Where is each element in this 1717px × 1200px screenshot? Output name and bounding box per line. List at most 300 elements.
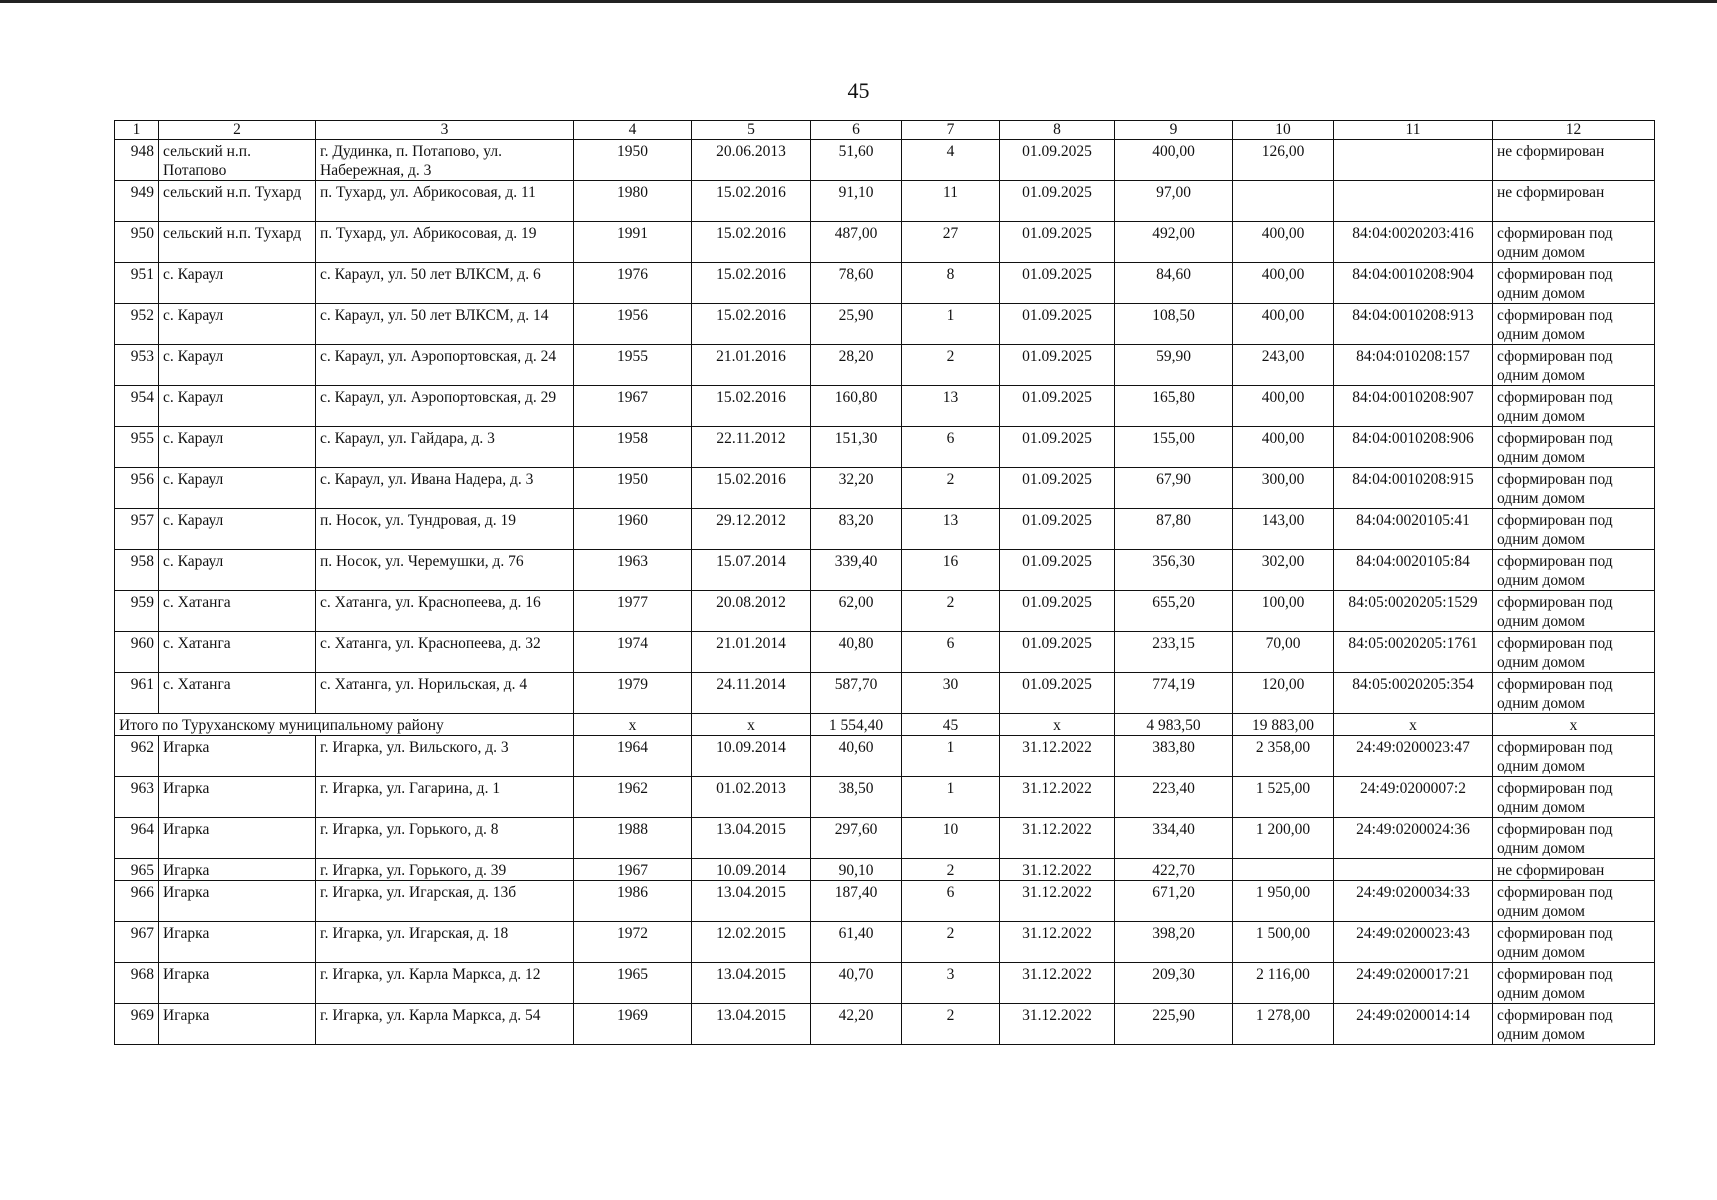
plot-area-cell: 1 278,00 [1233, 1004, 1334, 1045]
date-cell: 15.02.2016 [692, 263, 811, 304]
deadline-cell: 01.09.2025 [1000, 140, 1115, 181]
area-cell: 83,20 [811, 509, 902, 550]
land-area-cell: 671,20 [1115, 881, 1233, 922]
year-cell: 1956 [574, 304, 692, 345]
cadastral-number-cell [1334, 181, 1493, 222]
column-header: 12 [1493, 121, 1655, 140]
row-number-cell: 960 [115, 632, 159, 673]
row-number-cell: 957 [115, 509, 159, 550]
land-area-cell: 225,90 [1115, 1004, 1233, 1045]
cadastral-number-cell: 84:04:0020105:84 [1334, 550, 1493, 591]
deadline-cell: 01.09.2025 [1000, 468, 1115, 509]
status-cell: сформирован под одним домом [1493, 963, 1655, 1004]
land-area-cell: 774,19 [1115, 673, 1233, 714]
plot-area-cell: 400,00 [1233, 263, 1334, 304]
date-cell: 10.09.2014 [692, 859, 811, 881]
residents-cell: 2 [902, 1004, 1000, 1045]
address-cell: г. Игарка, ул. Карла Маркса, д. 54 [316, 1004, 574, 1045]
row-number-cell: 963 [115, 777, 159, 818]
table-row [115, 859, 1655, 881]
residents-cell: 1 [902, 736, 1000, 777]
plot-area-cell: 2 358,00 [1233, 736, 1334, 777]
year-cell: 1955 [574, 345, 692, 386]
status-cell: сформирован под одним домом [1493, 550, 1655, 591]
date-cell: 22.11.2012 [692, 427, 811, 468]
plot-area-cell: 70,00 [1233, 632, 1334, 673]
cadastral-number-cell: 24:49:0200007:2 [1334, 777, 1493, 818]
status-cell: не сформирован [1493, 181, 1655, 222]
deadline-cell: 31.12.2022 [1000, 881, 1115, 922]
residents-cell: 2 [902, 591, 1000, 632]
plot-area-cell: 243,00 [1233, 345, 1334, 386]
cadastral-number-cell: 84:05:0020205:1529 [1334, 591, 1493, 632]
row-number-cell: 966 [115, 881, 159, 922]
column-number-header-row [115, 121, 1655, 140]
deadline-cell: 01.09.2025 [1000, 263, 1115, 304]
residents-cell: 4 [902, 140, 1000, 181]
total-cadastral-cell: х [1334, 714, 1493, 736]
row-number-cell: 967 [115, 922, 159, 963]
area-cell: 25,90 [811, 304, 902, 345]
total-deadline-cell: х [1000, 714, 1115, 736]
date-cell: 12.02.2015 [692, 922, 811, 963]
total-area2-cell: 19 883,00 [1233, 714, 1334, 736]
cadastral-number-cell: 84:05:0020205:354 [1334, 673, 1493, 714]
address-cell: п. Носок, ул. Тундровая, д. 19 [316, 509, 574, 550]
cadastral-number-cell: 84:04:0010208:913 [1334, 304, 1493, 345]
table-row [115, 468, 1655, 509]
settlement-cell: сельский н.п. Тухард [159, 222, 316, 263]
total-year-cell: х [574, 714, 692, 736]
column-header: 5 [692, 121, 811, 140]
settlement-cell: Игарка [159, 736, 316, 777]
plot-area-cell: 302,00 [1233, 550, 1334, 591]
total-date-cell: х [692, 714, 811, 736]
date-cell: 15.02.2016 [692, 386, 811, 427]
date-cell: 15.02.2016 [692, 222, 811, 263]
plot-area-cell: 120,00 [1233, 673, 1334, 714]
land-area-cell: 97,00 [1115, 181, 1233, 222]
table-row [115, 736, 1655, 777]
settlement-cell: с. Хатанга [159, 673, 316, 714]
year-cell: 1969 [574, 1004, 692, 1045]
address-cell: г. Дудинка, п. Потапово, ул. Набережная, д. 3 [316, 140, 574, 181]
date-cell: 21.01.2016 [692, 345, 811, 386]
settlement-cell: Игарка [159, 881, 316, 922]
row-number-cell: 959 [115, 591, 159, 632]
column-header: 2 [159, 121, 316, 140]
land-area-cell: 84,60 [1115, 263, 1233, 304]
cadastral-number-cell: 84:04:0010208:915 [1334, 468, 1493, 509]
residents-cell: 6 [902, 427, 1000, 468]
deadline-cell: 01.09.2025 [1000, 386, 1115, 427]
cadastral-number-cell: 24:49:0200017:21 [1334, 963, 1493, 1004]
address-cell: г. Игарка, ул. Игарская, д. 13б [316, 881, 574, 922]
plot-area-cell: 1 500,00 [1233, 922, 1334, 963]
area-cell: 51,60 [811, 140, 902, 181]
date-cell: 15.02.2016 [692, 181, 811, 222]
address-cell: с. Караул, ул. Аэропортовская, д. 24 [316, 345, 574, 386]
area-cell: 187,40 [811, 881, 902, 922]
status-cell: сформирован под одним домом [1493, 591, 1655, 632]
area-cell: 160,80 [811, 386, 902, 427]
year-cell: 1965 [574, 963, 692, 1004]
address-cell: с. Хатанга, ул. Норильская, д. 4 [316, 673, 574, 714]
residents-cell: 16 [902, 550, 1000, 591]
status-cell: сформирован под одним домом [1493, 509, 1655, 550]
deadline-cell: 01.09.2025 [1000, 550, 1115, 591]
status-cell: не сформирован [1493, 859, 1655, 881]
row-number-cell: 953 [115, 345, 159, 386]
status-cell: сформирован под одним домом [1493, 1004, 1655, 1045]
plot-area-cell: 100,00 [1233, 591, 1334, 632]
plot-area-cell [1233, 181, 1334, 222]
date-cell: 13.04.2015 [692, 881, 811, 922]
column-header: 1 [115, 121, 159, 140]
area-cell: 38,50 [811, 777, 902, 818]
address-cell: с. Хатанга, ул. Краснопеева, д. 32 [316, 632, 574, 673]
row-number-cell: 951 [115, 263, 159, 304]
area-cell: 78,60 [811, 263, 902, 304]
settlement-cell: Игарка [159, 859, 316, 881]
address-cell: г. Игарка, ул. Горького, д. 8 [316, 818, 574, 859]
status-cell: сформирован под одним домом [1493, 881, 1655, 922]
year-cell: 1958 [574, 427, 692, 468]
deadline-cell: 31.12.2022 [1000, 859, 1115, 881]
plot-area-cell: 400,00 [1233, 427, 1334, 468]
table-row [115, 304, 1655, 345]
residents-cell: 27 [902, 222, 1000, 263]
cadastral-number-cell: 24:49:0200023:43 [1334, 922, 1493, 963]
cadastral-number-cell: 84:04:0010208:904 [1334, 263, 1493, 304]
column-header: 10 [1233, 121, 1334, 140]
year-cell: 1980 [574, 181, 692, 222]
address-cell: г. Игарка, ул. Игарская, д. 18 [316, 922, 574, 963]
column-header: 3 [316, 121, 574, 140]
column-header: 8 [1000, 121, 1115, 140]
residents-cell: 2 [902, 468, 1000, 509]
status-cell: сформирован под одним домом [1493, 922, 1655, 963]
deadline-cell: 01.09.2025 [1000, 345, 1115, 386]
row-number-cell: 958 [115, 550, 159, 591]
year-cell: 1962 [574, 777, 692, 818]
address-cell: г. Игарка, ул. Карла Маркса, д. 12 [316, 963, 574, 1004]
area-cell: 487,00 [811, 222, 902, 263]
residents-cell: 10 [902, 818, 1000, 859]
status-cell: сформирован под одним домом [1493, 304, 1655, 345]
row-number-cell: 962 [115, 736, 159, 777]
residents-cell: 13 [902, 386, 1000, 427]
plot-area-cell: 400,00 [1233, 304, 1334, 345]
land-area-cell: 233,15 [1115, 632, 1233, 673]
land-area-cell: 165,80 [1115, 386, 1233, 427]
table-row [115, 881, 1655, 922]
area-cell: 42,20 [811, 1004, 902, 1045]
area-cell: 151,30 [811, 427, 902, 468]
settlement-cell: с. Караул [159, 509, 316, 550]
status-cell: сформирован под одним домом [1493, 632, 1655, 673]
cadastral-number-cell [1334, 140, 1493, 181]
status-cell: сформирован под одним домом [1493, 386, 1655, 427]
residents-cell: 6 [902, 632, 1000, 673]
row-number-cell: 969 [115, 1004, 159, 1045]
table-row [115, 222, 1655, 263]
address-cell: с. Хатанга, ул. Краснопеева, д. 16 [316, 591, 574, 632]
row-number-cell: 965 [115, 859, 159, 881]
cadastral-number-cell: 84:04:0010208:907 [1334, 386, 1493, 427]
residents-cell: 2 [902, 345, 1000, 386]
land-area-cell: 59,90 [1115, 345, 1233, 386]
residents-cell: 1 [902, 304, 1000, 345]
address-cell: с. Караул, ул. 50 лет ВЛКСМ, д. 14 [316, 304, 574, 345]
deadline-cell: 31.12.2022 [1000, 736, 1115, 777]
cadastral-number-cell: 24:49:0200014:14 [1334, 1004, 1493, 1045]
table-row [115, 1004, 1655, 1045]
deadline-cell: 31.12.2022 [1000, 1004, 1115, 1045]
land-area-cell: 209,30 [1115, 963, 1233, 1004]
deadline-cell: 01.09.2025 [1000, 222, 1115, 263]
row-number-cell: 949 [115, 181, 159, 222]
land-area-cell: 67,90 [1115, 468, 1233, 509]
table-row [115, 777, 1655, 818]
row-number-cell: 961 [115, 673, 159, 714]
table-row [115, 386, 1655, 427]
row-number-cell: 952 [115, 304, 159, 345]
total-status-cell: х [1493, 714, 1655, 736]
deadline-cell: 31.12.2022 [1000, 963, 1115, 1004]
total-area_land-cell: 4 983,50 [1115, 714, 1233, 736]
settlement-cell: с. Караул [159, 468, 316, 509]
cadastral-number-cell: 24:49:0200023:47 [1334, 736, 1493, 777]
area-cell: 339,40 [811, 550, 902, 591]
land-area-cell: 155,00 [1115, 427, 1233, 468]
column-header: 4 [574, 121, 692, 140]
deadline-cell: 01.09.2025 [1000, 427, 1115, 468]
settlement-cell: сельский н.п. Потапово [159, 140, 316, 181]
area-cell: 28,20 [811, 345, 902, 386]
year-cell: 1967 [574, 386, 692, 427]
area-cell: 61,40 [811, 922, 902, 963]
plot-area-cell: 1 950,00 [1233, 881, 1334, 922]
settlement-cell: с. Хатанга [159, 591, 316, 632]
deadline-cell: 31.12.2022 [1000, 922, 1115, 963]
plot-area-cell: 2 116,00 [1233, 963, 1334, 1004]
land-area-cell: 400,00 [1115, 140, 1233, 181]
address-cell: п. Тухард, ул. Абрикосовая, д. 19 [316, 222, 574, 263]
area-cell: 297,60 [811, 818, 902, 859]
residents-cell: 2 [902, 922, 1000, 963]
plot-area-cell: 400,00 [1233, 386, 1334, 427]
cadastral-number-cell: 84:05:0020205:1761 [1334, 632, 1493, 673]
year-cell: 1950 [574, 468, 692, 509]
date-cell: 13.04.2015 [692, 1004, 811, 1045]
year-cell: 1967 [574, 859, 692, 881]
status-cell: сформирован под одним домом [1493, 736, 1655, 777]
status-cell: сформирован под одним домом [1493, 673, 1655, 714]
deadline-cell: 31.12.2022 [1000, 818, 1115, 859]
year-cell: 1976 [574, 263, 692, 304]
cadastral-number-cell: 84:04:010208:157 [1334, 345, 1493, 386]
table-row [115, 550, 1655, 591]
table-row [115, 632, 1655, 673]
land-area-cell: 334,40 [1115, 818, 1233, 859]
year-cell: 1991 [574, 222, 692, 263]
plot-area-cell: 126,00 [1233, 140, 1334, 181]
deadline-cell: 01.09.2025 [1000, 304, 1115, 345]
cadastral-number-cell [1334, 859, 1493, 881]
address-cell: с. Караул, ул. Гайдара, д. 3 [316, 427, 574, 468]
status-cell: сформирован под одним домом [1493, 222, 1655, 263]
year-cell: 1960 [574, 509, 692, 550]
plot-area-cell: 300,00 [1233, 468, 1334, 509]
registry-table [114, 120, 1655, 1045]
date-cell: 10.09.2014 [692, 736, 811, 777]
row-number-cell: 954 [115, 386, 159, 427]
settlement-cell: с. Караул [159, 263, 316, 304]
table-row [115, 963, 1655, 1004]
settlement-cell: с. Караул [159, 427, 316, 468]
address-cell: г. Игарка, ул. Горького, д. 39 [316, 859, 574, 881]
status-cell: сформирован под одним домом [1493, 345, 1655, 386]
table-row [115, 345, 1655, 386]
date-cell: 01.02.2013 [692, 777, 811, 818]
row-number-cell: 948 [115, 140, 159, 181]
status-cell: не сформирован [1493, 140, 1655, 181]
land-area-cell: 87,80 [1115, 509, 1233, 550]
address-cell: г. Игарка, ул. Вильского, д. 3 [316, 736, 574, 777]
residents-cell: 1 [902, 777, 1000, 818]
year-cell: 1972 [574, 922, 692, 963]
date-cell: 24.11.2014 [692, 673, 811, 714]
year-cell: 1963 [574, 550, 692, 591]
settlement-cell: с. Караул [159, 345, 316, 386]
area-cell: 40,80 [811, 632, 902, 673]
settlement-cell: с. Караул [159, 304, 316, 345]
year-cell: 1988 [574, 818, 692, 859]
status-cell: сформирован под одним домом [1493, 777, 1655, 818]
settlement-cell: Игарка [159, 1004, 316, 1045]
table-row [115, 181, 1655, 222]
column-header: 9 [1115, 121, 1233, 140]
settlement-cell: с. Караул [159, 550, 316, 591]
settlement-cell: Игарка [159, 777, 316, 818]
column-header: 6 [811, 121, 902, 140]
land-area-cell: 398,20 [1115, 922, 1233, 963]
row-number-cell: 968 [115, 963, 159, 1004]
area-cell: 587,70 [811, 673, 902, 714]
status-cell: сформирован под одним домом [1493, 427, 1655, 468]
top-border-line [0, 0, 1717, 3]
table-row [115, 818, 1655, 859]
address-cell: с. Караул, ул. 50 лет ВЛКСМ, д. 6 [316, 263, 574, 304]
plot-area-cell: 1 200,00 [1233, 818, 1334, 859]
settlement-cell: Игарка [159, 963, 316, 1004]
table-row [115, 427, 1655, 468]
date-cell: 20.06.2013 [692, 140, 811, 181]
address-cell: г. Игарка, ул. Гагарина, д. 1 [316, 777, 574, 818]
page-number: 45 [847, 78, 870, 103]
area-cell: 62,00 [811, 591, 902, 632]
status-cell: сформирован под одним домом [1493, 468, 1655, 509]
plot-area-cell: 400,00 [1233, 222, 1334, 263]
column-header: 11 [1334, 121, 1493, 140]
row-number-cell: 956 [115, 468, 159, 509]
total-people-cell: 45 [902, 714, 1000, 736]
residents-cell: 8 [902, 263, 1000, 304]
area-cell: 91,10 [811, 181, 902, 222]
deadline-cell: 31.12.2022 [1000, 777, 1115, 818]
plot-area-cell [1233, 859, 1334, 881]
land-area-cell: 383,80 [1115, 736, 1233, 777]
settlement-cell: с. Караул [159, 386, 316, 427]
date-cell: 13.04.2015 [692, 818, 811, 859]
residents-cell: 6 [902, 881, 1000, 922]
address-cell: с. Караул, ул. Аэропортовская, д. 29 [316, 386, 574, 427]
date-cell: 29.12.2012 [692, 509, 811, 550]
settlement-cell: с. Хатанга [159, 632, 316, 673]
settlement-cell: Игарка [159, 922, 316, 963]
cadastral-number-cell: 84:04:0010208:906 [1334, 427, 1493, 468]
status-cell: сформирован под одним домом [1493, 818, 1655, 859]
deadline-cell: 01.09.2025 [1000, 181, 1115, 222]
area-cell: 32,20 [811, 468, 902, 509]
table-row [115, 922, 1655, 963]
deadline-cell: 01.09.2025 [1000, 591, 1115, 632]
land-area-cell: 655,20 [1115, 591, 1233, 632]
settlement-cell: Игарка [159, 818, 316, 859]
residents-cell: 30 [902, 673, 1000, 714]
year-cell: 1974 [574, 632, 692, 673]
land-area-cell: 422,70 [1115, 859, 1233, 881]
residents-cell: 3 [902, 963, 1000, 1004]
deadline-cell: 01.09.2025 [1000, 632, 1115, 673]
land-area-cell: 223,40 [1115, 777, 1233, 818]
date-cell: 15.07.2014 [692, 550, 811, 591]
table-row [115, 591, 1655, 632]
total-area-cell: 1 554,40 [811, 714, 902, 736]
date-cell: 20.08.2012 [692, 591, 811, 632]
row-number-cell: 955 [115, 427, 159, 468]
column-header: 7 [902, 121, 1000, 140]
date-cell: 13.04.2015 [692, 963, 811, 1004]
row-number-cell: 964 [115, 818, 159, 859]
total-label: Итого по Туруханскому муниципальному району [115, 714, 574, 736]
year-cell: 1986 [574, 881, 692, 922]
cadastral-number-cell: 84:04:0020105:41 [1334, 509, 1493, 550]
date-cell: 21.01.2014 [692, 632, 811, 673]
residents-cell: 11 [902, 181, 1000, 222]
deadline-cell: 01.09.2025 [1000, 509, 1115, 550]
address-cell: с. Караул, ул. Ивана Надера, д. 3 [316, 468, 574, 509]
area-cell: 40,60 [811, 736, 902, 777]
cadastral-number-cell: 84:04:0020203:416 [1334, 222, 1493, 263]
table-row [115, 509, 1655, 550]
year-cell: 1964 [574, 736, 692, 777]
date-cell: 15.02.2016 [692, 468, 811, 509]
date-cell: 15.02.2016 [692, 304, 811, 345]
address-cell: п. Носок, ул. Черемушки, д. 76 [316, 550, 574, 591]
district-total-row [115, 714, 1655, 736]
land-area-cell: 108,50 [1115, 304, 1233, 345]
table-row [115, 140, 1655, 181]
table-row [115, 673, 1655, 714]
table-row [115, 263, 1655, 304]
address-cell: п. Тухард, ул. Абрикосовая, д. 11 [316, 181, 574, 222]
residents-cell: 2 [902, 859, 1000, 881]
land-area-cell: 492,00 [1115, 222, 1233, 263]
plot-area-cell: 1 525,00 [1233, 777, 1334, 818]
year-cell: 1950 [574, 140, 692, 181]
